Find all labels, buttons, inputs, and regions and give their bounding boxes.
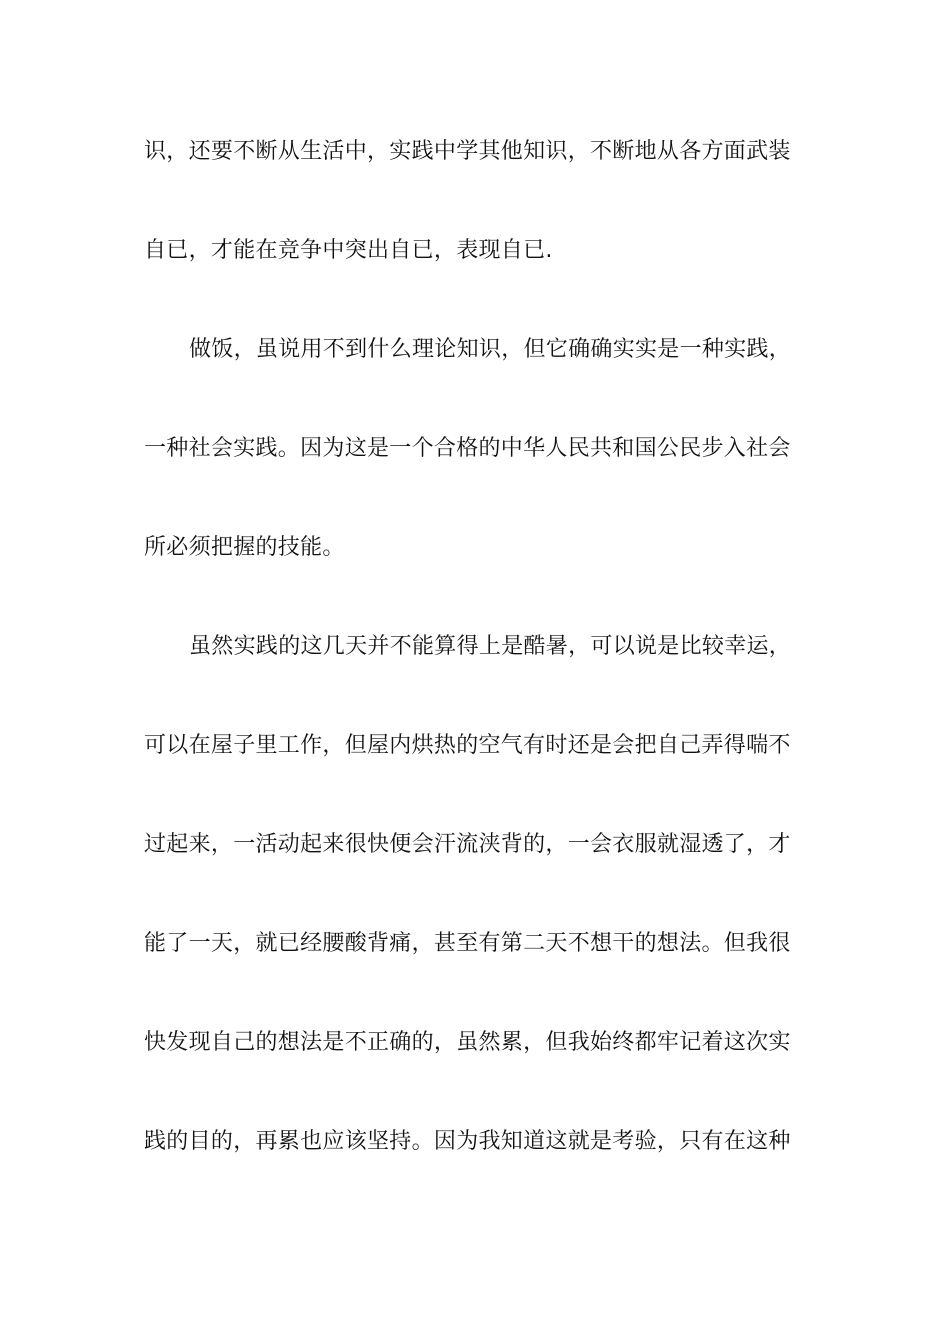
text-line: 所必须把握的技能。 [144, 535, 345, 560]
text-line: 一种社会实践。因为这是一个合格的中华人民共和国公民步入社会 [144, 436, 791, 461]
text-line: 快发现自己的想法是不正确的，虽然累，但我始终都牢记着这次实 [144, 1030, 791, 1055]
text-line: 过起来，一活动起来很快便会汗流浃背的，一会衣服就湿透了，才 [144, 832, 791, 857]
text-line: 能了一天，就已经腰酸背痛，甚至有第二天不想干的想法。但我很 [144, 931, 791, 956]
paragraph-first-line: 做饭，虽说用不到什么理论知识，但它确确实实是一种实践， [189, 337, 792, 362]
text-line: 识，还要不断从生活中，实践中学其他知识，不断地从各方面武装 [144, 139, 791, 164]
text-line: 自已，才能在竞争中突出自已，表现自已. [144, 238, 553, 263]
text-line: 可以在屋子里工作，但屋内烘热的空气有时还是会把自己弄得喘不 [144, 733, 791, 758]
text-line: 践的目的，再累也应该坚持。因为我知道这就是考验，只有在这种 [144, 1129, 791, 1154]
paragraph-first-line: 虽然实践的这几天并不能算得上是酷暑，可以说是比较幸运， [189, 634, 792, 659]
